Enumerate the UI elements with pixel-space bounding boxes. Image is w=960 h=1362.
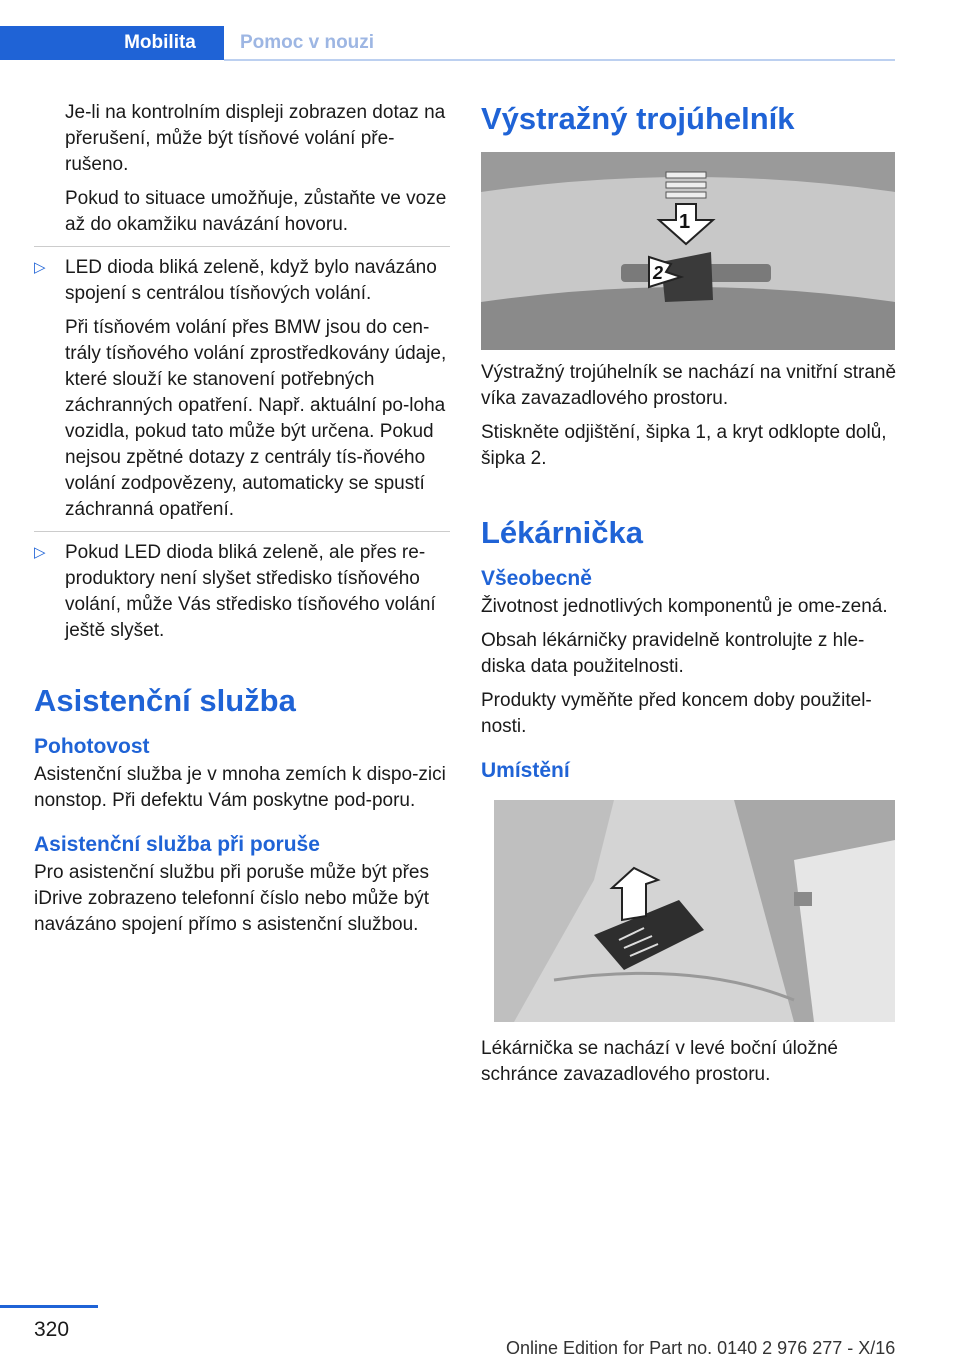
bullet-item — [34, 255, 450, 307]
subsection-heading: Asistenční služba při poruše — [34, 833, 320, 856]
tab-underline — [224, 59, 895, 61]
left-column — [34, 100, 450, 946]
bullet-text: Pokud LED dioda bliká zeleně, ale přes re-produktory není slyšet středisko tísňového volání, může Vás středisko tísňového volání ještě slyšet. — [65, 542, 436, 641]
section-heading: Asistenční služba — [34, 683, 296, 718]
tab-spacer — [0, 26, 96, 60]
bullet-item — [34, 540, 450, 644]
paragraph: Při tísňovém volání přes BMW jsou do cen-trály tísňového volání zprostředkovány údaje, které slouží ke stanovení potřebných záchranných opatření. Např. aktuální po-loha vozidla, pokud tato může být určena. Pokud nejsou zpětné dotazy z centrály tís-ňového volání zodpovězeny, automaticky se spustí záchranná opatření. — [65, 317, 447, 520]
paragraph: Asistenční služba je v mnoha zemích k dispo-zici nonstop. Při defektu Vám poskytne pod-poru. — [34, 764, 446, 811]
bullet-text: LED dioda bliká zeleně, když bylo navázáno spojení s centrálou tísňových volání. — [65, 257, 437, 304]
subsection-heading: Pohotovost — [34, 735, 150, 758]
footer-rule — [0, 1305, 98, 1308]
paragraph: Je-li na kontrolním displeji zobrazen dotaz na přerušení, může být tísňové volání pře-rušeno. — [65, 102, 446, 175]
paragraph: Lékárnička se nachází v levé boční úložné schránce zavazadlového prostoru. — [481, 1038, 838, 1085]
chapter-tabs — [0, 0, 895, 60]
divider — [34, 246, 450, 247]
paragraph: Výstražný trojúhelník se nachází na vnitřní straně víka zavazadlového prostoru. — [481, 362, 897, 409]
paragraph: Obsah lékárničky pravidelně kontrolujte z hle-diska data použitelnosti. — [481, 630, 865, 677]
tab-pomoc-v-nouzi[interactable]: Pomoc v nouzi — [240, 32, 375, 53]
page-number: 320 — [34, 1318, 70, 1341]
section-heading: Výstražný trojúhelník — [481, 101, 795, 136]
paragraph: Pokud to situace umožňuje, zůstaňte ve voze až do okamžiku navázání hovoru. — [65, 188, 447, 235]
edition-text: Online Edition for Part no. 0140 2 976 277 - X/16 — [506, 1338, 896, 1358]
arrow-label-1: 1 — [679, 211, 691, 233]
subsection-heading: Všeobecně — [481, 567, 592, 590]
trunk-lid-photo — [481, 152, 895, 350]
triangle-bullet-icon: ▷ — [34, 544, 46, 561]
first-aid-compartment-photo — [494, 800, 895, 1022]
paragraph: Stiskněte odjištění, šipka 1, a kryt odklopte dolů, šipka 2. — [481, 422, 887, 469]
tab-mobilita[interactable]: Mobilita — [96, 26, 224, 60]
paragraph: Pro asistenční službu při poruše může být přes iDrive zobrazeno telefonní číslo nebo může být navázáno spojení přímo s asistenční službou. — [34, 862, 429, 935]
triangle-bullet-icon: ▷ — [34, 259, 46, 276]
divider — [34, 531, 450, 532]
section-heading: Lékárnička — [481, 515, 643, 550]
paragraph: Produkty vyměňte před koncem doby použitel-nosti. — [481, 690, 872, 737]
arrow-label-2: 2 — [653, 263, 664, 283]
paragraph: Životnost jednotlivých komponentů je ome-zená. — [481, 596, 888, 617]
subsection-heading: Umístění — [481, 759, 570, 782]
right-column — [481, 100, 901, 1096]
